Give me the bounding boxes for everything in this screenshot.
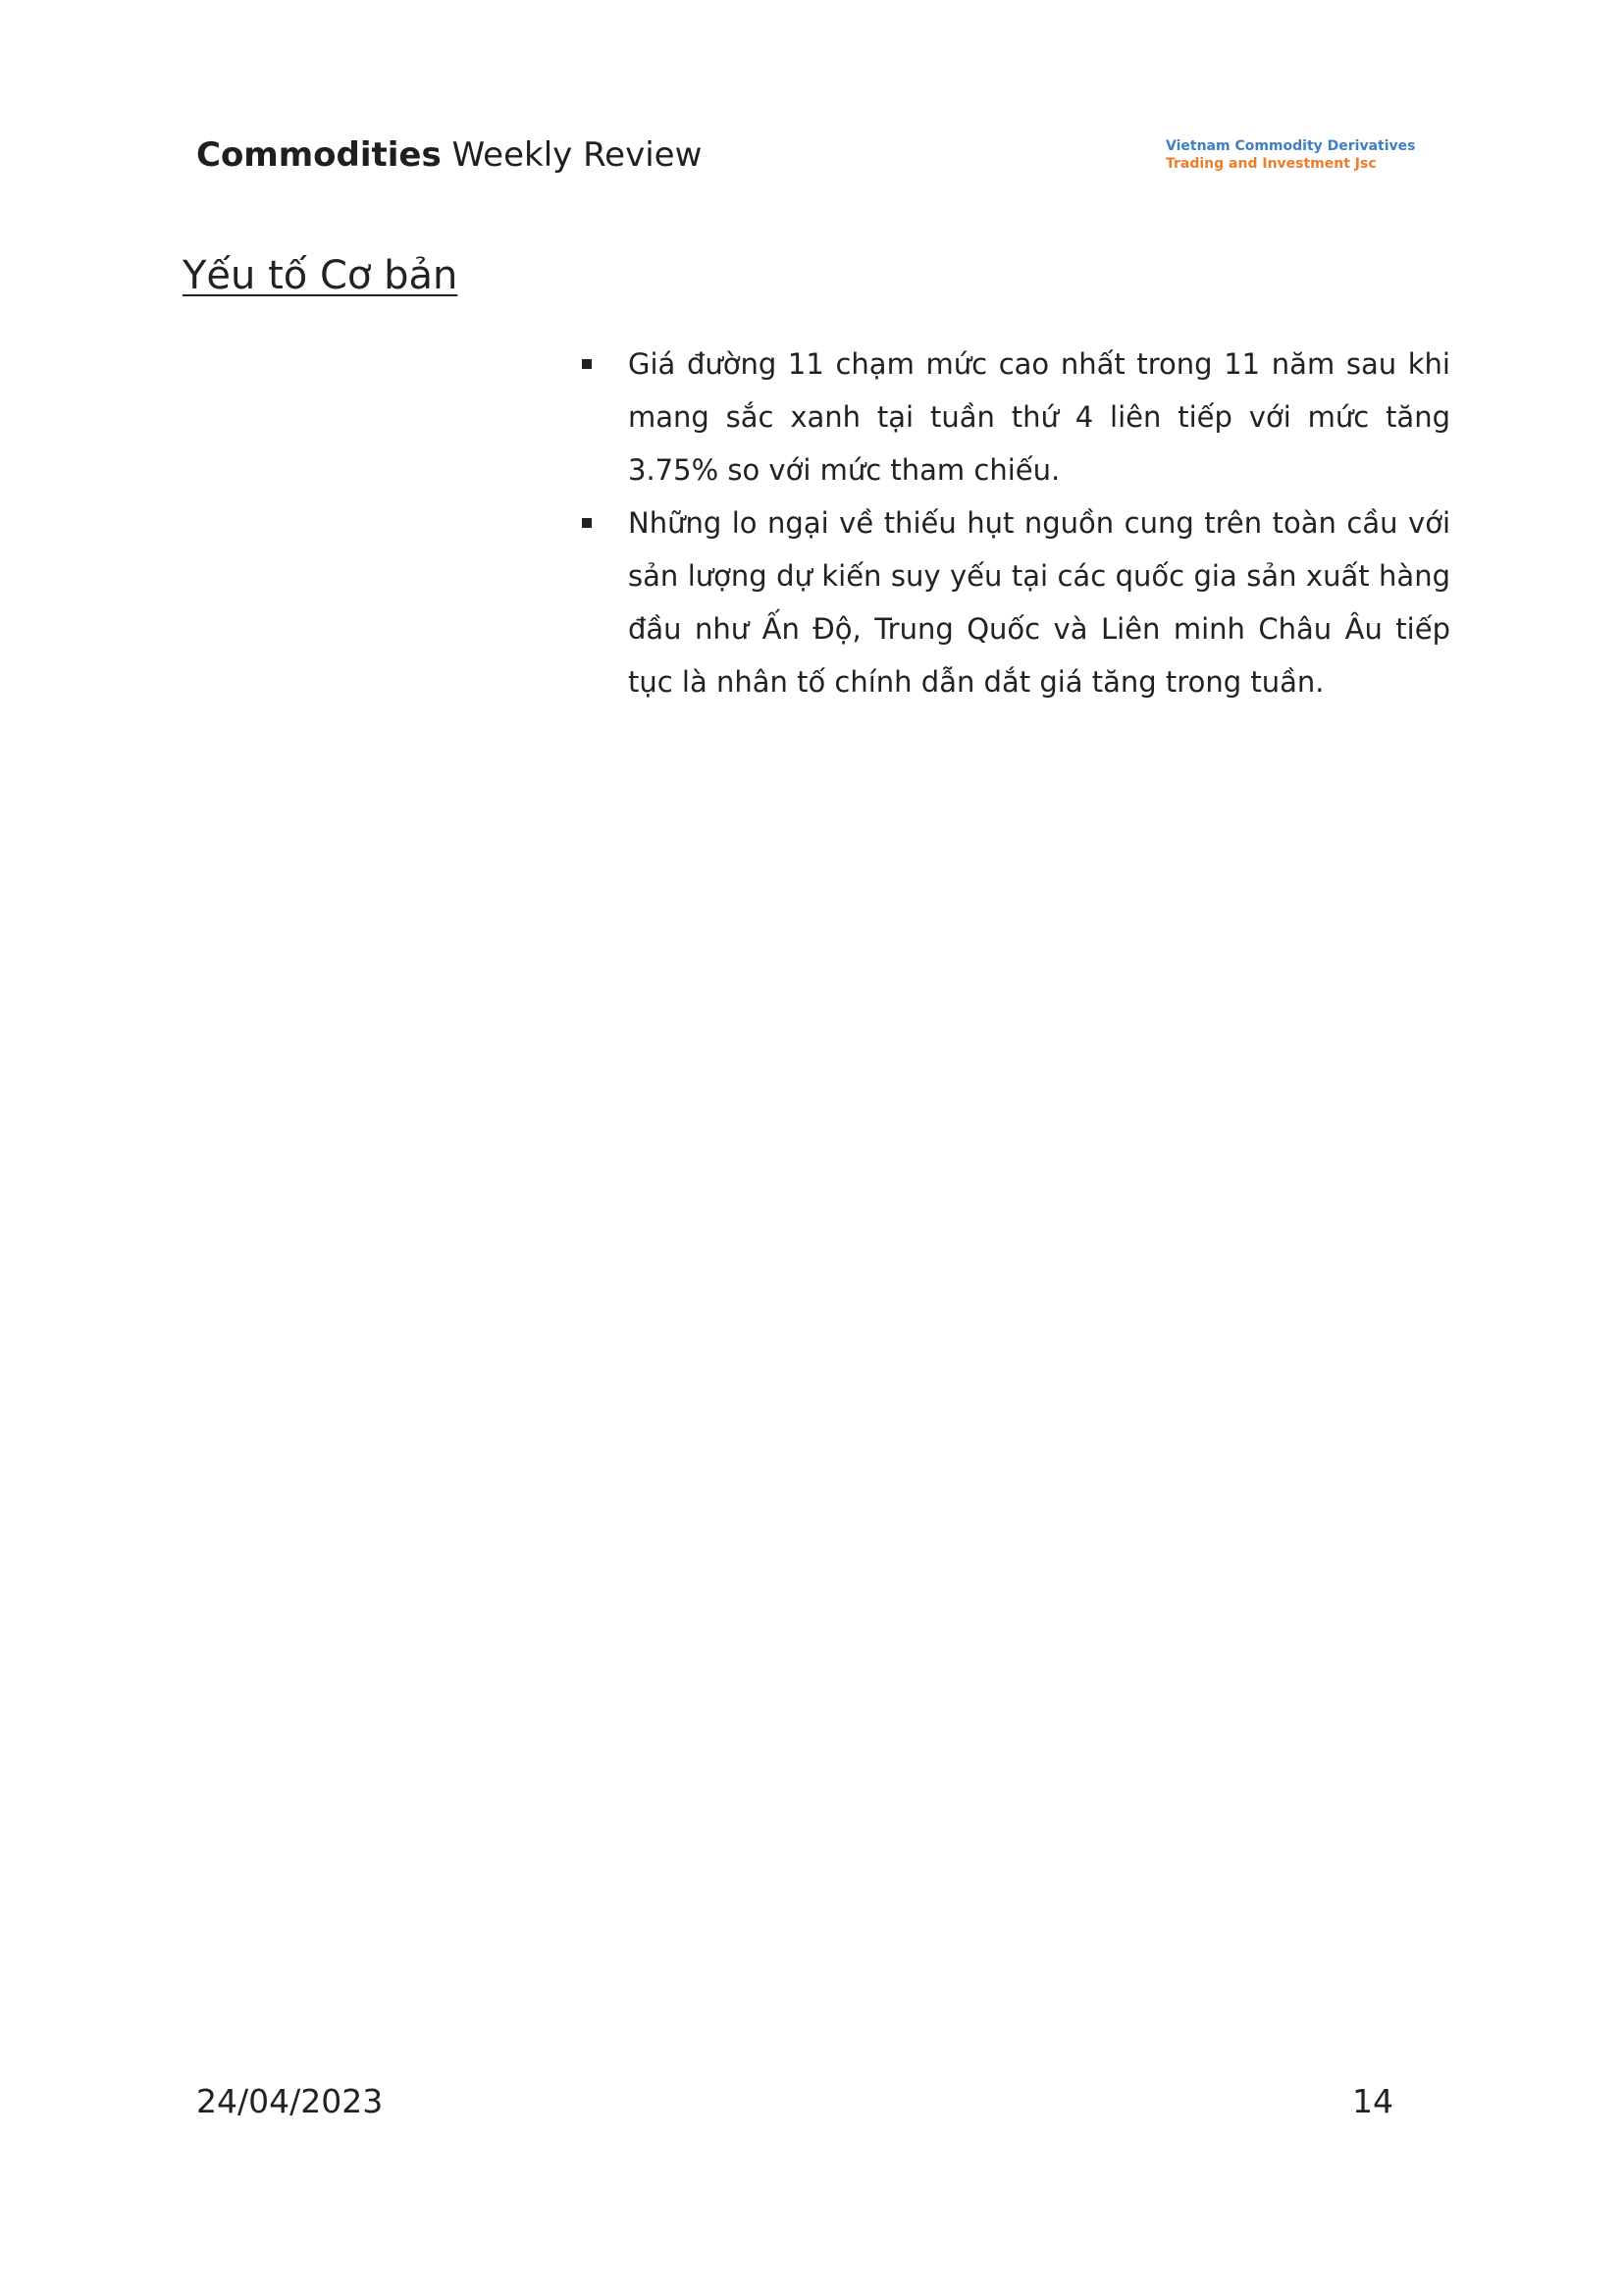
square-bullet-icon: [582, 359, 592, 369]
report-header: [196, 135, 702, 175]
company-logo: [1166, 137, 1416, 173]
header-title-rest: Weekly Review: [441, 135, 703, 175]
bullet-item: [579, 496, 1450, 708]
bullet-text: Những lo ngại về thiếu hụt nguồn cung trên toàn cầu với sản lượng dự kiến suy yếu tại các quốc gia sản xuất hàng đầu như Ấn Độ, Trung Quốc và Liên minh Châu Âu tiếp tục là nhân tố chính dẫn dắt giá tăng trong tuần.: [628, 506, 1450, 699]
bullet-text: Giá đường 11 chạm mức cao nhất trong 11 năm sau khi mang sắc xanh tại tuần thứ 4 liên tiếp với mức tăng 3.75% so với mức tham chiếu.: [628, 347, 1450, 487]
bullet-item: [579, 338, 1450, 496]
logo-line-2: Trading and Investment Jsc: [1166, 156, 1377, 172]
page-number: 14: [1352, 2082, 1393, 2120]
section-title: Yếu tố Cơ bản: [183, 253, 458, 298]
square-bullet-icon: [582, 518, 592, 528]
logo-line-1: Vietnam Commodity Derivatives: [1166, 138, 1416, 154]
header-title-bold: Commodities: [196, 135, 442, 175]
footer-date: 24/04/2023: [196, 2082, 384, 2120]
bullet-list: [579, 338, 1450, 708]
